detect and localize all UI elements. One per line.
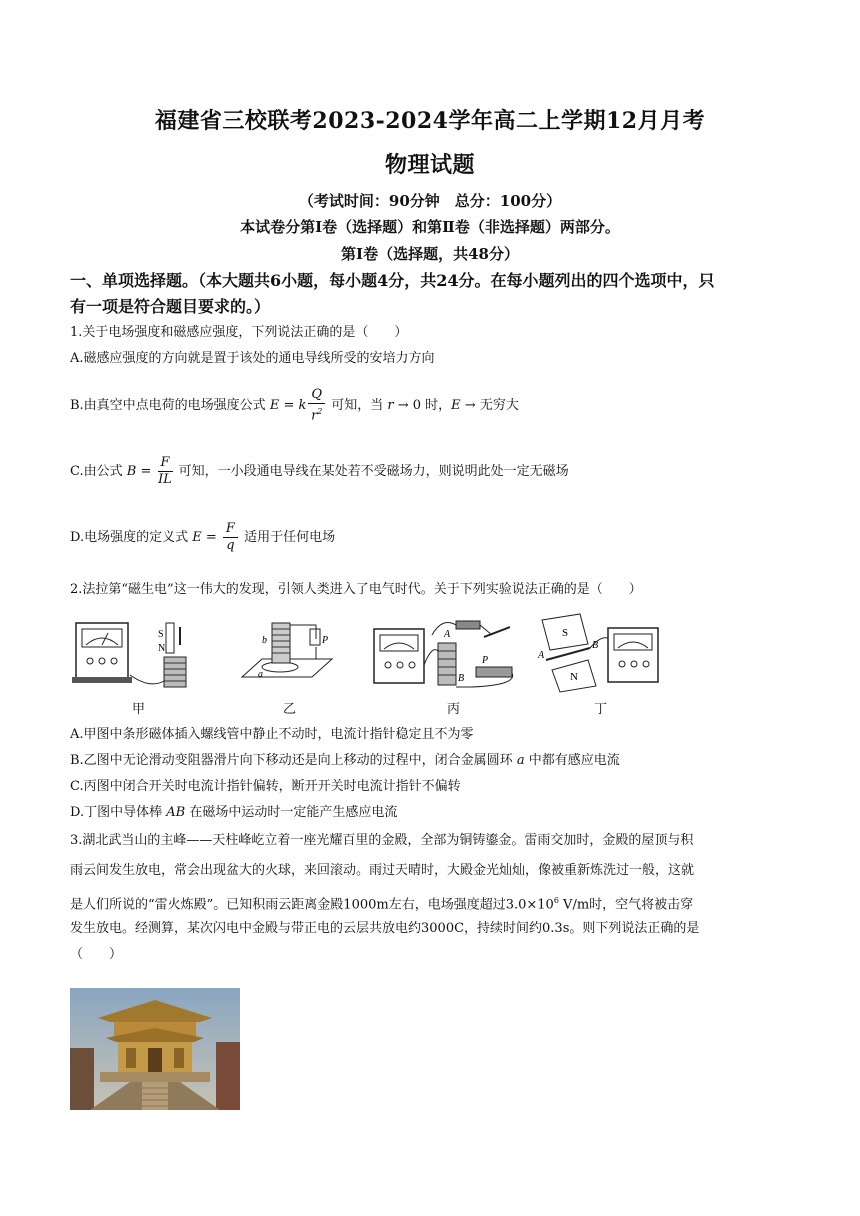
q3-line1: 3.湖北武当山的主峰——天柱峰屹立着一座光耀百里的金殿，全部为铜铸鎏金。雷雨交加时，金殿的屋顶与积 bbox=[70, 833, 694, 848]
q3-line4: 发生放电。经测算，某次闪电中金殿与带正电的云层共放电约3000C，持续时间约0.3s。则下列说法正确的是 bbox=[70, 921, 700, 936]
q1-b-post: 无穷大 bbox=[479, 398, 519, 413]
caption-ding: 丁 bbox=[594, 702, 608, 717]
svg-text:B: B bbox=[458, 673, 465, 684]
section1-line1: 一、单项选择题。（本大题共6小题，每小题4分，共24分。在每小题列出的四个选项中，只 bbox=[70, 271, 715, 290]
svg-text:N: N bbox=[158, 643, 166, 654]
q1-d-pre: D.电场强度的定义式 bbox=[70, 530, 189, 545]
q3-line5: （ ） bbox=[70, 947, 123, 962]
svg-text:S: S bbox=[562, 627, 569, 639]
svg-text:S: S bbox=[158, 629, 164, 640]
q1-stem: 1.关于电场强度和磁感应强度，下列说法正确的是（ ） bbox=[70, 325, 408, 340]
q2-option-d: D.丁图中导体棒 AB 在磁场中运动时一定能产生感应电流 bbox=[70, 805, 398, 820]
q1-option-b: B.由真空中点电荷的电场强度公式 E = k $\frac{Q}{r^2}$ 可知，当 r → 0 时，E → 无穷大 bbox=[70, 386, 519, 424]
q1-c-post: 可知，一小段通电导线在某处若不受磁场力，则说明此处一定无磁场 bbox=[178, 464, 569, 479]
section1-line2: 有一项是符合题目要求的。） bbox=[70, 297, 271, 316]
figure-bing bbox=[372, 615, 522, 695]
q2-b-pre: B.乙图中无论滑动变阻器滑片向下移动还是向上移动的过程中，闭合金属圆环 bbox=[70, 753, 513, 768]
svg-text:A: A bbox=[538, 650, 545, 661]
caption-jia: 甲 bbox=[132, 702, 146, 717]
q3-line3: 是人们所说的“雷火炼殿”。已知积雨云距离金殿1000m左右，电场强度超过$3.0\times 10^6$ V/m时，空气将被击穿 bbox=[70, 896, 694, 913]
golden-palace-photo bbox=[70, 988, 240, 1110]
q2-d-post: 在磁场中运动时一定能产生感应电流 bbox=[189, 805, 398, 820]
q1-option-a: A.磁感应强度的方向就是置于该处的通电导线所受的安培力方向 bbox=[70, 351, 435, 366]
caption-bing: 丙 bbox=[447, 702, 461, 717]
svg-text:A: A bbox=[444, 629, 451, 640]
figure-yi bbox=[236, 615, 346, 695]
q1-c-pre: C.由公式 bbox=[70, 464, 123, 479]
q2-b-post: 中都有感应电流 bbox=[528, 753, 620, 768]
exam-info: （考试时间：90分钟 总分：100分） bbox=[298, 192, 562, 210]
figure-jia bbox=[72, 615, 202, 695]
svg-text:B: B bbox=[592, 640, 599, 651]
q3-line2: 雨云间发生放电，常会出现盆大的火球，来回滚动。雨过天晴时，大殿金光灿灿，像被重新炼洗过一般，这就 bbox=[70, 863, 695, 878]
q3-line3-pre: 是人们所说的“雷火炼殿”。已知积雨云距离金殿1000m左右，电场强度超过 bbox=[70, 897, 506, 913]
figure-ding bbox=[536, 608, 666, 695]
svg-text:a: a bbox=[258, 669, 263, 680]
q2-option-a: A.甲图中条形磁体插入螺线管中静止不动时，电流计指针稳定且不为零 bbox=[70, 727, 474, 742]
section1-heading bbox=[70, 268, 790, 320]
svg-text:N: N bbox=[570, 671, 578, 683]
q1-option-d: D.电场强度的定义式 E = $\frac{F}{q}$ 适用于任何电场 bbox=[70, 521, 336, 553]
q3-line3-post: 时，空气将被击穿 bbox=[589, 897, 694, 913]
svg-text:P: P bbox=[482, 655, 489, 666]
svg-text:b: b bbox=[262, 635, 267, 646]
q1-option-c: C.由公式 B = $\frac{F}{IL}$ 可知，一小段通电导线在某处若不受磁场力，则说明此处一定无磁场 bbox=[70, 455, 569, 487]
exam-title: 福建省三校联考2023-2024学年高二上学期12月月考 bbox=[154, 108, 706, 134]
q2-d-pre: D.丁图中导体棒 bbox=[70, 805, 163, 820]
q2-option-c: C.丙图中闭合开关时电流计指针偏转，断开开关时电流计指针不偏转 bbox=[70, 779, 461, 794]
svg-text:P: P bbox=[322, 635, 329, 646]
q1-d-post: 适用于任何电场 bbox=[244, 530, 336, 545]
formula-f-q: $\frac{F}{q}$ bbox=[223, 521, 238, 554]
part1-heading: 第Ⅰ卷（选择题，共48分） bbox=[341, 245, 519, 263]
exam-subtitle: 物理试题 bbox=[384, 152, 475, 178]
exam-composition: 本试卷分第Ⅰ卷（选择题）和第Ⅱ卷（非选择题）两部分。 bbox=[240, 218, 620, 236]
formula-kq-r2: $\frac{Q}{r^2}$ bbox=[308, 387, 325, 424]
caption-yi: 乙 bbox=[283, 702, 297, 717]
q2-option-b: B.乙图中无论滑动变阻器滑片向下移动还是向上移动的过程中，闭合金属圆环 a 中都有感应电流 bbox=[70, 753, 620, 768]
q1-b-pre: B.由真空中点电荷的电场强度公式 bbox=[70, 398, 266, 413]
formula-f-il: $\frac{F}{IL}$ bbox=[158, 455, 172, 487]
q2-stem: 2.法拉第“磁生电”这一伟大的发现，引领人类进入了电气时代。关于下列实验说法正确的是（ ） bbox=[70, 582, 642, 597]
q1-b-mid: 可知，当 bbox=[331, 398, 384, 413]
